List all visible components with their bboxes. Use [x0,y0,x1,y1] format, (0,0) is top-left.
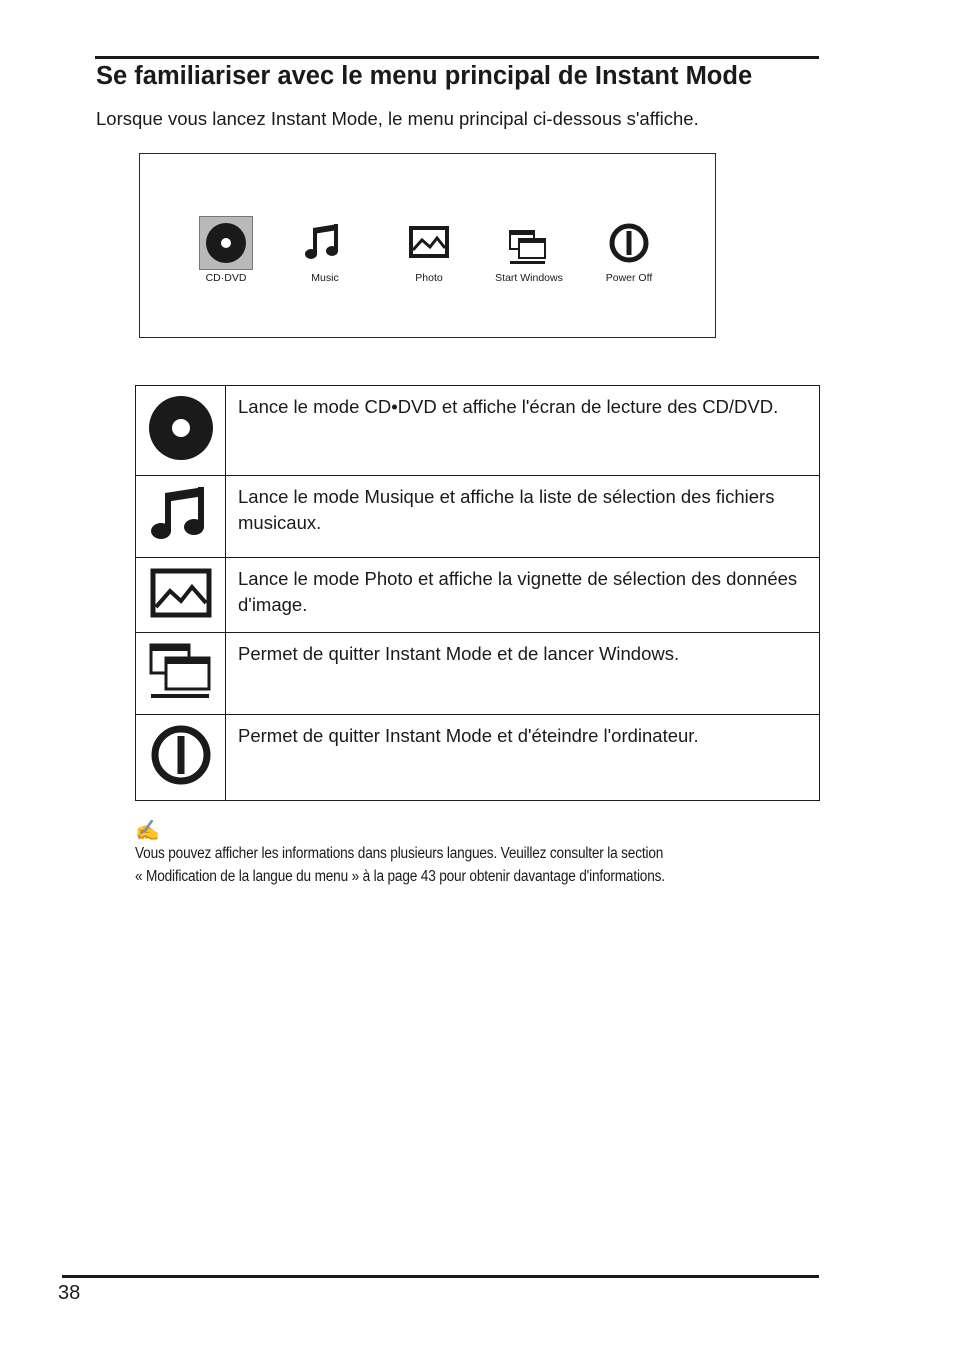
photo-icon [402,216,456,270]
menu-item-label: Power Off [605,272,653,284]
table-icon-cell [136,633,226,715]
music-note-icon [298,216,352,270]
menu-description-table [135,385,820,801]
menu-item-label: Start Windows [495,272,563,284]
table-icon-cell [136,476,226,558]
power-icon [148,722,214,788]
table-row [136,633,820,715]
pencil-note-icon: ✍ [135,820,160,842]
windows-icon [502,216,556,270]
table-icon-cell [136,386,226,476]
menu-item-label: CD·DVD [205,272,247,284]
music-note-icon [148,481,214,547]
table-icon-cell [136,715,226,801]
table-text-cell: Lance le mode Photo et affiche la vignette de sélection des données d'image. [226,558,820,633]
menu-screenshot [139,153,716,338]
menu-item-start-windows[interactable] [474,216,584,284]
table-row [136,715,820,801]
top-rule [95,56,819,59]
windows-icon [148,641,214,701]
note-block [135,820,835,888]
photo-icon [148,565,214,621]
table-row [136,476,820,558]
intro-text: Lorsque vous lancez Instant Mode, le menu principal ci-dessous s'affiche. [96,108,699,129]
menu-item-label: Photo [415,272,443,284]
table-icon-cell [136,558,226,633]
menu-item-photo[interactable] [374,216,484,284]
table-row [136,386,820,476]
page-title: Se familiariser avec le menu principal de Instant Mode [96,62,753,90]
note-line-2: « Modification de la langue du menu » à la page 43 pour obtenir davantage d'informations. [135,868,665,885]
disc-icon [199,216,253,270]
bottom-rule [62,1275,819,1278]
table-text-cell: Permet de quitter Instant Mode et d'éteindre l'ordinateur. [226,715,820,801]
power-icon [602,216,656,270]
menu-item-music[interactable] [270,216,380,284]
table-row [136,558,820,633]
menu-item-power-off[interactable] [574,216,684,284]
menu-item-cd-dvd[interactable] [171,216,281,284]
page-number: 38 [58,1282,81,1304]
menu-item-label: Music [311,272,339,284]
note-line-1: Vous pouvez afficher les informations dans plusieurs langues. Veuillez consulter la section [135,845,664,862]
table-text-cell: Permet de quitter Instant Mode et de lancer Windows. [226,633,820,715]
disc-icon [146,393,216,463]
table-text-cell: Lance le mode CD•DVD et affiche l'écran de lecture des CD/DVD. [226,386,820,476]
table-text-cell: Lance le mode Musique et affiche la liste de sélection des fichiers musicaux. [226,476,820,558]
note-text [135,842,839,888]
